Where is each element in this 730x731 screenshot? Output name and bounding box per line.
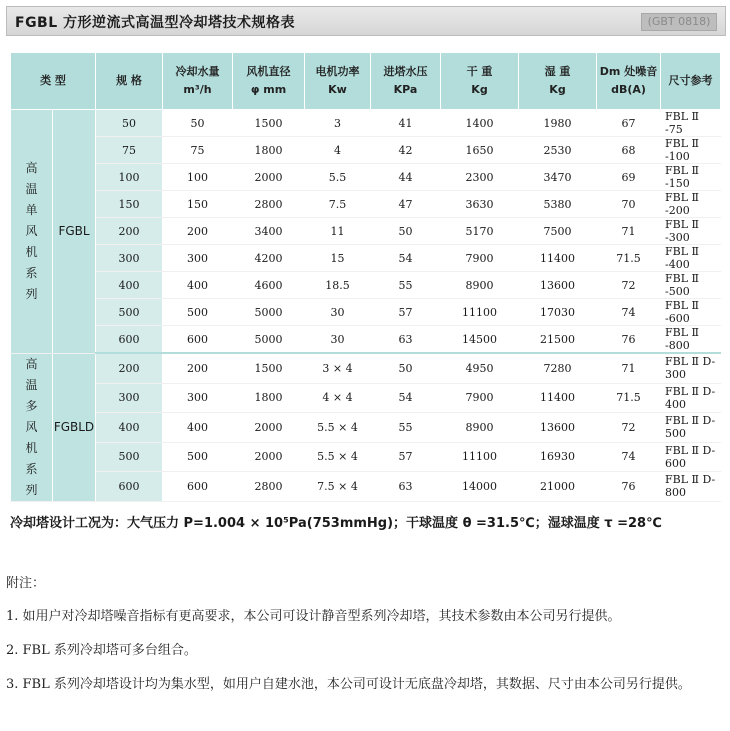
cell-flow: 300: [163, 245, 233, 272]
cell-dry-weight: 11100: [441, 299, 519, 326]
cell-fan-diameter: 2800: [233, 471, 305, 501]
cell-size: 100: [96, 164, 163, 191]
cell-motor-power: 4 × 4: [305, 383, 371, 412]
cell-motor-power: 5.5 × 4: [305, 442, 371, 471]
cell-noise: 67: [597, 110, 661, 137]
cell-water-pressure: 55: [371, 413, 441, 442]
cell-fan-diameter: 1800: [233, 383, 305, 412]
cell-wet-weight: 21500: [519, 326, 597, 354]
cell-fan-diameter: 4200: [233, 245, 305, 272]
header-noise-label: Dm 处噪音: [599, 65, 658, 78]
cell-motor-power: 5.5: [305, 164, 371, 191]
note-item: 2. FBL 系列冷却塔可多台组合。: [6, 643, 197, 658]
cell-noise: 76: [597, 471, 661, 501]
cell-water-pressure: 63: [371, 326, 441, 354]
cell-size: 600: [96, 326, 163, 354]
cell-water-pressure: 50: [371, 353, 441, 383]
note-item: 3. FBL 系列冷却塔设计均为集水型，如用户自建水池，本公司可设计无底盘冷却塔，其数据、尺寸由本公司另行提供。: [6, 677, 691, 692]
header-size-label: 规 格: [116, 74, 142, 87]
cell-size-reference: FBL Ⅱ -75: [661, 110, 721, 137]
header-fan-unit: φ mm: [250, 83, 287, 96]
cell-motor-power: 3: [305, 110, 371, 137]
cell-wet-weight: 7280: [519, 353, 597, 383]
cell-size-reference: FBL Ⅱ -500: [661, 272, 721, 299]
cell-noise: 72: [597, 272, 661, 299]
cell-fan-diameter: 1500: [233, 353, 305, 383]
table-row: [11, 272, 721, 299]
cell-noise: 74: [597, 299, 661, 326]
cell-water-pressure: 57: [371, 299, 441, 326]
cell-noise: 71: [597, 218, 661, 245]
cell-flow: 400: [163, 272, 233, 299]
cell-noise: 76: [597, 326, 661, 354]
cell-wet-weight: 3470: [519, 164, 597, 191]
cell-water-pressure: 55: [371, 272, 441, 299]
header-wet-label: 湿 重: [544, 65, 571, 78]
cell-fan-diameter: 2000: [233, 164, 305, 191]
cell-noise: 71.5: [597, 245, 661, 272]
note-item: 1. 如用户对冷却塔噪音指标有更高要求，本公司可设计静音型系列冷却塔，其技术参数由本公司另行提供。: [6, 609, 621, 624]
cell-fan-diameter: 2000: [233, 442, 305, 471]
header-size: [96, 53, 163, 110]
cell-fan-diameter: 5000: [233, 326, 305, 354]
table-body: [11, 110, 721, 502]
notes-section: [6, 574, 722, 709]
header-dry-unit: Kg: [471, 83, 488, 96]
cell-dry-weight: 1650: [441, 137, 519, 164]
cell-noise: 71.5: [597, 383, 661, 412]
cell-size-reference: FBL Ⅱ -300: [661, 218, 721, 245]
header-fan-label: 风机直径: [246, 65, 291, 78]
cell-flow: 200: [163, 353, 233, 383]
cell-dry-weight: 8900: [441, 272, 519, 299]
cell-dry-weight: 14500: [441, 326, 519, 354]
header-type: [11, 53, 96, 110]
cell-noise: 68: [597, 137, 661, 164]
table-row: [11, 245, 721, 272]
design-condition-text: 冷却塔设计工况为：大气压力 P=1.004 × 10⁵Pa(753mmHg)；干球温度 θ =31.5℃；湿球温度 τ =28℃: [10, 516, 662, 531]
table-row: [11, 218, 721, 245]
header-flow-unit: m³/h: [183, 83, 212, 96]
cell-noise: 74: [597, 442, 661, 471]
cell-dry-weight: 3630: [441, 191, 519, 218]
cell-motor-power: 15: [305, 245, 371, 272]
header-type-label: 类 型: [40, 74, 66, 87]
cell-size: 500: [96, 299, 163, 326]
cell-motor-power: 30: [305, 326, 371, 354]
cell-size: 150: [96, 191, 163, 218]
cell-size: 500: [96, 442, 163, 471]
cell-fan-diameter: 2000: [233, 413, 305, 442]
cell-flow: 50: [163, 110, 233, 137]
cell-motor-power: 7.5: [305, 191, 371, 218]
table-row: [11, 326, 721, 354]
cell-size-reference: FBL Ⅱ -800: [661, 326, 721, 354]
cell-dry-weight: 5170: [441, 218, 519, 245]
header-motor-label: 电机功率: [315, 65, 360, 78]
header-noise-unit: dB(A): [611, 83, 646, 96]
cell-flow: 75: [163, 137, 233, 164]
cell-dry-weight: 11100: [441, 442, 519, 471]
cell-wet-weight: 11400: [519, 245, 597, 272]
cell-dry-weight: 7900: [441, 383, 519, 412]
header-noise: [597, 53, 661, 110]
cell-dry-weight: 1400: [441, 110, 519, 137]
table-row: [11, 137, 721, 164]
cell-size: 400: [96, 272, 163, 299]
cell-size-reference: FBL Ⅱ D-300: [661, 353, 721, 383]
cell-flow: 200: [163, 218, 233, 245]
cell-fan-diameter: 2800: [233, 191, 305, 218]
header-fan: [233, 53, 305, 110]
cell-water-pressure: 42: [371, 137, 441, 164]
cell-wet-weight: 7500: [519, 218, 597, 245]
cell-motor-power: 18.5: [305, 272, 371, 299]
cell-wet-weight: 11400: [519, 383, 597, 412]
cell-water-pressure: 41: [371, 110, 441, 137]
cell-dry-weight: 14000: [441, 471, 519, 501]
header-pressure-label: 进塔水压: [383, 65, 428, 78]
cell-water-pressure: 57: [371, 442, 441, 471]
cell-size-reference: FBL Ⅱ D-600: [661, 442, 721, 471]
cell-wet-weight: 2530: [519, 137, 597, 164]
header-flow-label: 冷却水量: [175, 65, 220, 78]
cell-size: 600: [96, 471, 163, 501]
header-ref: [661, 53, 721, 110]
table-row: [11, 383, 721, 412]
cell-dry-weight: 2300: [441, 164, 519, 191]
cell-wet-weight: 21000: [519, 471, 597, 501]
cell-fan-diameter: 4600: [233, 272, 305, 299]
cell-size-reference: FBL Ⅱ D-500: [661, 413, 721, 442]
cell-size-reference: FBL Ⅱ -150: [661, 164, 721, 191]
cell-size: 400: [96, 413, 163, 442]
cell-wet-weight: 13600: [519, 413, 597, 442]
cell-flow: 600: [163, 471, 233, 501]
cell-flow: 500: [163, 299, 233, 326]
cell-fan-diameter: 3400: [233, 218, 305, 245]
series-label-text: 高温单风机系列: [25, 160, 38, 301]
cell-motor-power: 30: [305, 299, 371, 326]
page-title: FGBL 方形逆流式高温型冷却塔技术规格表: [15, 15, 296, 31]
series-label-text: 高温多风机系列: [25, 356, 38, 497]
cell-flow: 300: [163, 383, 233, 412]
cell-water-pressure: 44: [371, 164, 441, 191]
cell-wet-weight: 13600: [519, 272, 597, 299]
type-label: FGBL: [53, 110, 96, 354]
cell-size-reference: FBL Ⅱ -400: [661, 245, 721, 272]
cell-wet-weight: 17030: [519, 299, 597, 326]
cell-size-reference: FBL Ⅱ D-400: [661, 383, 721, 412]
cell-noise: 72: [597, 413, 661, 442]
table-row: [11, 413, 721, 442]
cell-water-pressure: 54: [371, 383, 441, 412]
cell-size-reference: FBL Ⅱ -100: [661, 137, 721, 164]
cell-wet-weight: 1980: [519, 110, 597, 137]
cell-size-reference: FBL Ⅱ D-800: [661, 471, 721, 501]
header-ref-label: 尺寸参考: [668, 74, 713, 87]
header-pressure: [371, 53, 441, 110]
series-label: [11, 110, 53, 354]
table-row: [11, 191, 721, 218]
table-row: [11, 442, 721, 471]
cell-size: 300: [96, 245, 163, 272]
cell-water-pressure: 50: [371, 218, 441, 245]
cell-wet-weight: 16930: [519, 442, 597, 471]
cell-dry-weight: 8900: [441, 413, 519, 442]
cell-flow: 150: [163, 191, 233, 218]
cell-water-pressure: 54: [371, 245, 441, 272]
cell-size-reference: FBL Ⅱ -200: [661, 191, 721, 218]
cell-flow: 100: [163, 164, 233, 191]
series-label: [11, 353, 53, 501]
cell-fan-diameter: 1500: [233, 110, 305, 137]
cell-motor-power: 4: [305, 137, 371, 164]
table-row: [11, 471, 721, 501]
cell-motor-power: 5.5 × 4: [305, 413, 371, 442]
cell-size-reference: FBL Ⅱ -600: [661, 299, 721, 326]
title-code-badge: (GBT 0818): [641, 13, 717, 31]
spec-table: [10, 52, 721, 502]
cell-size: 200: [96, 353, 163, 383]
cell-motor-power: 3 × 4: [305, 353, 371, 383]
cell-noise: 69: [597, 164, 661, 191]
title-bar: [6, 6, 726, 36]
notes-heading: 附注：: [6, 576, 46, 591]
header-dry-label: 干 重: [466, 65, 493, 78]
table-header-row: [11, 53, 721, 110]
cell-dry-weight: 7900: [441, 245, 519, 272]
cell-flow: 500: [163, 442, 233, 471]
header-motor-unit: Kw: [328, 83, 347, 96]
table-row: [11, 299, 721, 326]
cell-dry-weight: 4950: [441, 353, 519, 383]
cell-size: 75: [96, 137, 163, 164]
cell-noise: 70: [597, 191, 661, 218]
cell-wet-weight: 5380: [519, 191, 597, 218]
header-dry-weight: [441, 53, 519, 110]
cell-size: 300: [96, 383, 163, 412]
header-flow: [163, 53, 233, 110]
cell-size: 50: [96, 110, 163, 137]
header-pressure-unit: KPa: [393, 83, 418, 96]
table-row: [11, 164, 721, 191]
cell-size: 200: [96, 218, 163, 245]
cell-water-pressure: 47: [371, 191, 441, 218]
cell-motor-power: 7.5 × 4: [305, 471, 371, 501]
cell-flow: 600: [163, 326, 233, 354]
table-row: [11, 353, 721, 383]
cell-flow: 400: [163, 413, 233, 442]
header-wet-unit: Kg: [549, 83, 566, 96]
cell-fan-diameter: 5000: [233, 299, 305, 326]
header-motor: [305, 53, 371, 110]
cell-fan-diameter: 1800: [233, 137, 305, 164]
cell-water-pressure: 63: [371, 471, 441, 501]
cell-motor-power: 11: [305, 218, 371, 245]
cell-noise: 71: [597, 353, 661, 383]
table-row: [11, 110, 721, 137]
header-wet-weight: [519, 53, 597, 110]
type-label: FGBLD: [53, 353, 96, 501]
